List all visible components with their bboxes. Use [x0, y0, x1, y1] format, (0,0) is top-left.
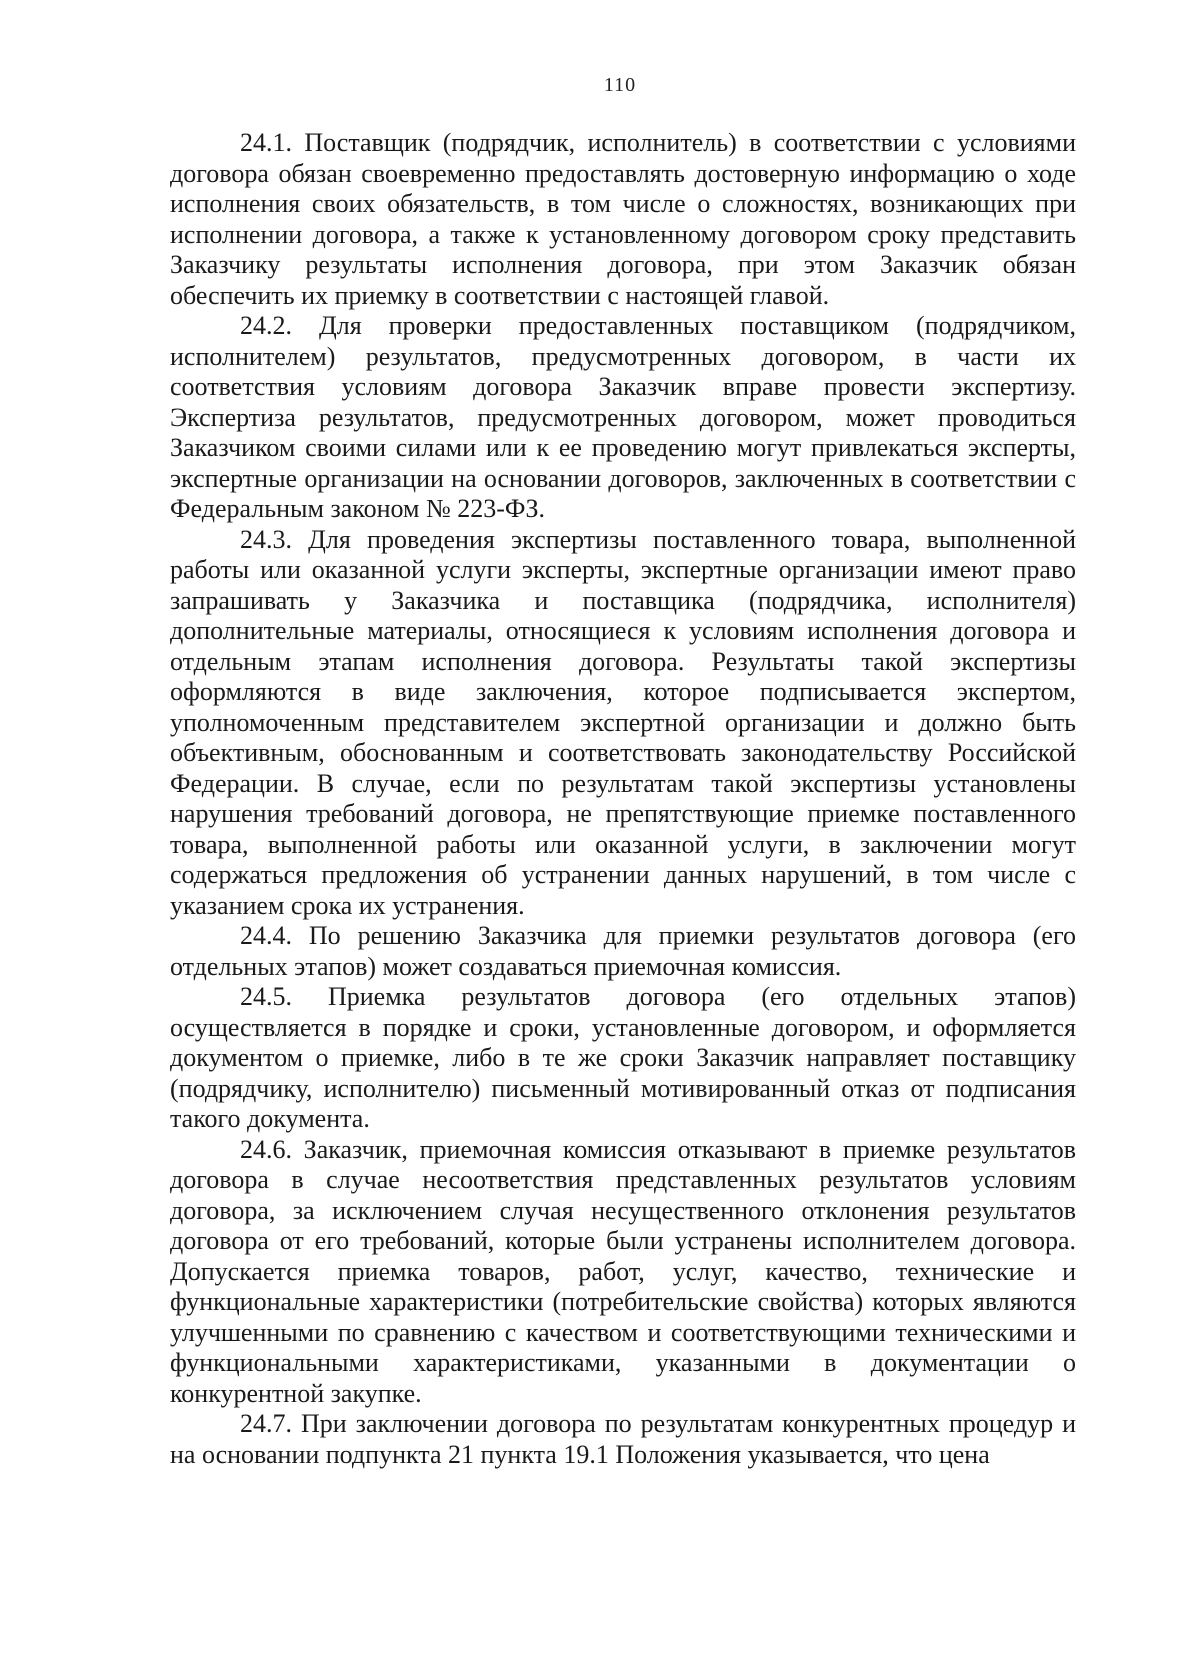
paragraph-24-5: 24.5. Приемка результатов договора (его отдельных этапов) осуществляется в порядке и сроки, установленные договором, и оформляется документом о приемке, либо в те же сроки Заказчик направляет поставщику (подрядчику, исполнителю) письменный мотивированный отказ от подписания такого документа.	[170, 982, 1076, 1133]
paragraph-24-6: 24.6. Заказчик, приемочная комиссия отказывают в приемке результатов договора в случае несоответствия представленных результатов условиям договора, за исключением случая несущественного отклонения результатов договора от его требований, которые были устранены исполнителем договора. Допускается приемка товаров, работ, услуг, качество, технические и функциональные характеристики (потребительские свойства) которых являются улучшенными по сравнению с качеством и соответствующими техническими и функциональными характеристиками, указанными в документации о конкурентной закупке.	[170, 1134, 1076, 1408]
page-number: 110	[603, 74, 637, 96]
paragraph-24-3: 24.3. Для проведения экспертизы поставленного товара, выполненной работы или оказанной услуги эксперты, экспертные организации имеют право запрашивать у Заказчика и поставщика (подрядчика, исполнителя) дополнительные материалы, относящиеся к условиям исполнения договора и отдельным этапам исполнения договора. Результаты такой экспертизы оформляются в виде заключения, которое подписывается экспертом, уполномоченным представителем экспертной организации и должно быть объективным, обоснованным и соответствовать законодательству Российской Федерации. В случае, если по результатам такой экспертизы установлены нарушения требований договора, не препятствующие приемке поставленного товара, выполненной работы или оказанной услуги, в заключении могут содержаться предложения об устранении данных нарушений, в том числе с указанием срока их устранения.	[170, 524, 1076, 920]
paragraph-24-4: 24.4. По решению Заказчика для приемки результатов договора (его отдельных этапов) может создаваться приемочная комиссия.	[170, 921, 1076, 981]
paragraph-24-1: 24.1. Поставщик (подрядчик, исполнитель) в соответствии с условиями договора обязан своевременно предоставлять достоверную информацию о ходе исполнения своих обязательств, в том числе о сложностях, возникающих при исполнении договора, а также к установленному договором сроку представить Заказчику результаты исполнения договора, при этом Заказчик обязан обеспечить их приемку в соответствии с настоящей главой.	[170, 128, 1076, 310]
paragraph-24-2: 24.2. Для проверки предоставленных поставщиком (подрядчиком, исполнителем) результатов, предусмотренных договором, в части их соответствия условиям договора Заказчик вправе провести экспертизу. Экспертиза результатов, предусмотренных договором, может проводиться Заказчиком своими силами или к ее проведению могут привлекаться эксперты, экспертные организации на основании договоров, заключенных в соответствии с Федеральным законом № 223-ФЗ.	[170, 311, 1076, 523]
paragraph-24-7: 24.7. При заключении договора по результатам конкурентных процедур и на основании подпункта 21 пункта 19.1 Положения указывается, что цена	[170, 1409, 1076, 1469]
document-body	[170, 128, 1076, 1470]
